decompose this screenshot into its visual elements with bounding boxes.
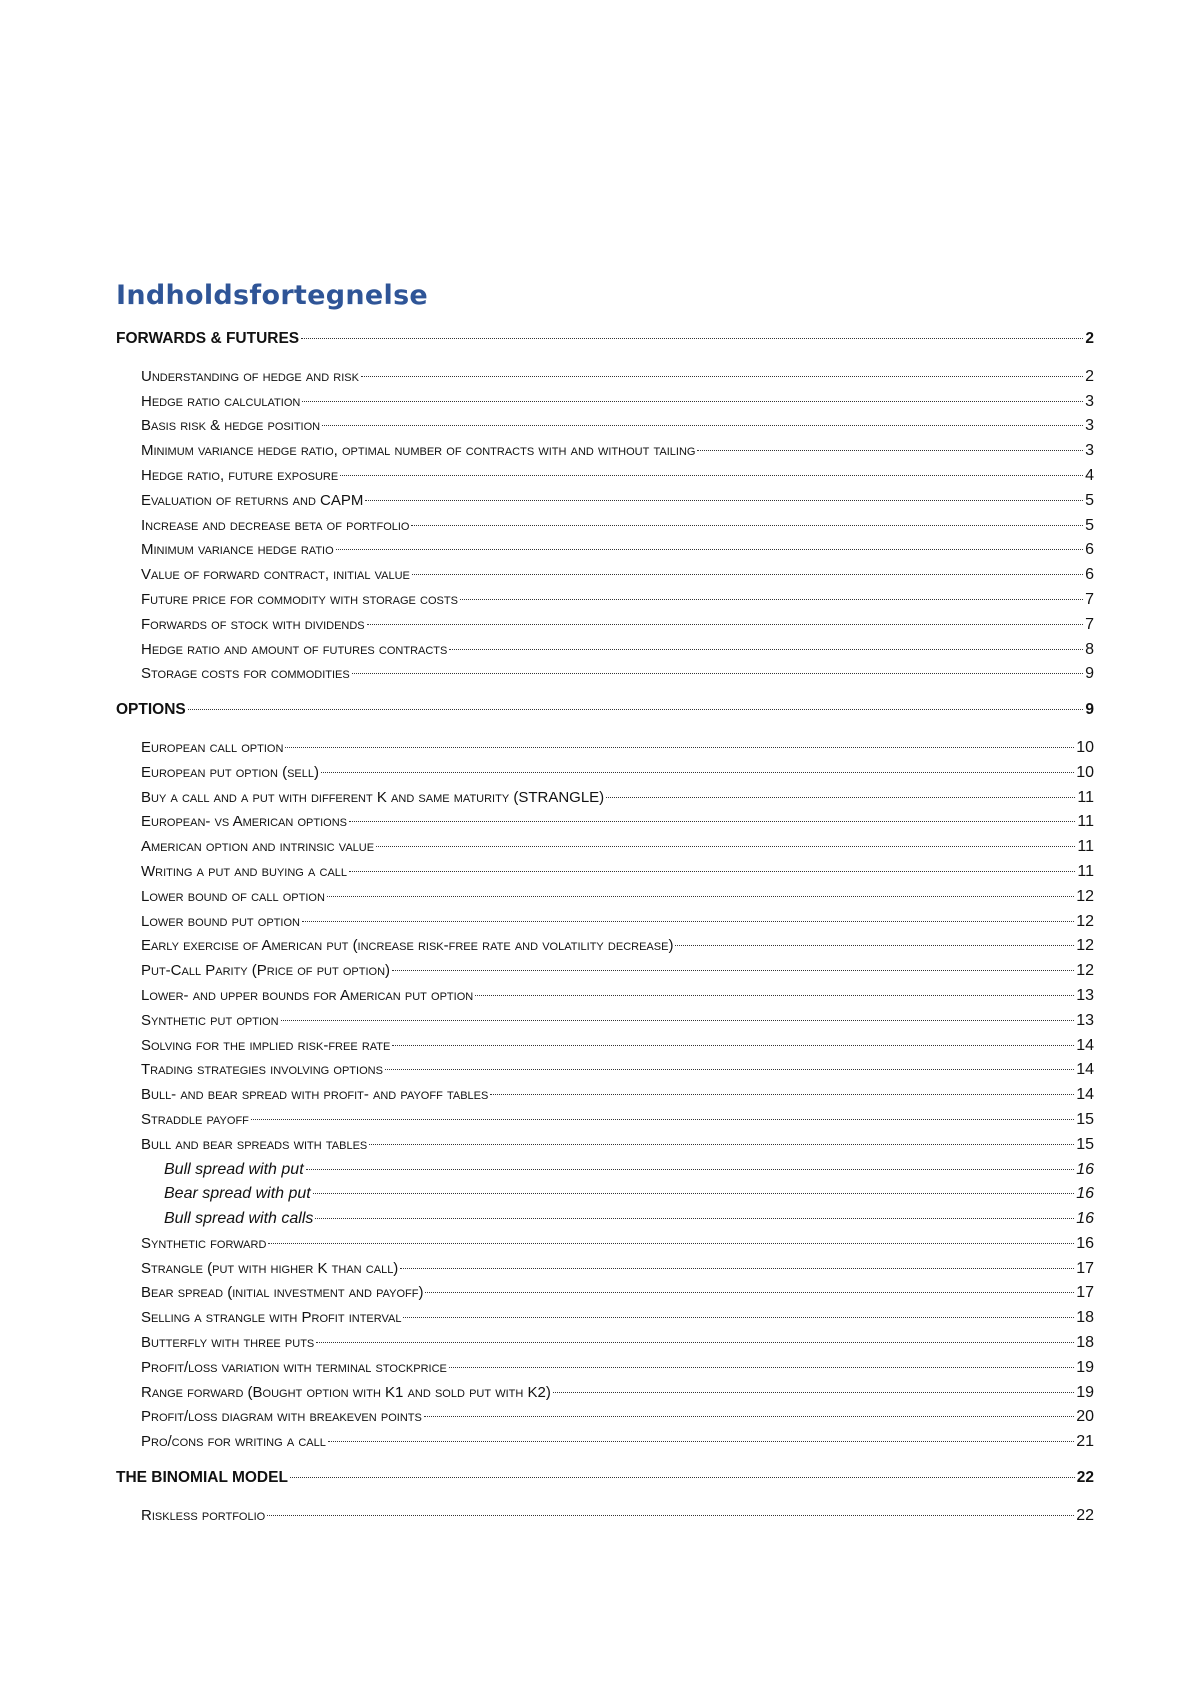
toc-entry-label: Hedge ratio, future exposure [141,466,339,484]
toc-title: Indholdsfortegnelse [116,280,429,311]
dot-leader [403,1317,1074,1318]
toc-entry-label: American option and intrinsic value [141,838,375,856]
toc-page-number: 5 [1085,516,1094,534]
toc-page-number: 2 [1085,330,1094,347]
dot-leader [376,846,1075,847]
dot-leader [411,525,1083,526]
toc-page-number: 11 [1077,862,1094,880]
toc-page-number: 9 [1085,701,1094,719]
toc-entry[interactable] [116,1433,1094,1458]
toc-page-number: 14 [1076,1036,1094,1054]
toc-entry-label: Buy a call and a put with different K and same maturity (STRANGLE) [141,788,605,806]
toc-page-number: 17 [1076,1284,1094,1302]
toc-entry[interactable] [116,1012,1094,1037]
dot-leader [385,1069,1074,1070]
toc-page-number: 15 [1076,1135,1094,1153]
toc-page-number: 7 [1085,590,1094,608]
toc-entry[interactable] [116,566,1094,591]
dot-leader [316,1342,1074,1343]
toc-subentry[interactable] [116,1161,1094,1186]
toc-page-number: 19 [1076,1383,1094,1401]
dot-leader [490,1094,1074,1095]
dot-leader [281,1020,1075,1021]
toc-page-number: 3 [1085,442,1094,460]
toc-entry[interactable] [116,813,1094,838]
toc-entry-label: Selling a strangle with Profit interval [141,1309,402,1327]
toc-page-number: 12 [1076,912,1094,930]
toc-entry[interactable] [116,492,1094,517]
toc-entry[interactable] [116,863,1094,888]
toc-entry-label: Early exercise of American put (increase risk-free rate and volatility decrease) [141,937,674,955]
dot-leader [449,649,1083,650]
toc-page-number: 16 [1076,1185,1094,1203]
dot-leader [285,747,1074,748]
toc-page-number: 14 [1076,1061,1094,1079]
toc-page-number: 16 [1076,1210,1094,1228]
toc-entry-label: Understanding of hedge and risk [141,367,359,385]
toc-page-number: 6 [1085,566,1094,584]
toc-entry-label: Put-Call Parity (Price of put option) [141,962,391,980]
toc-page-number: 19 [1076,1358,1094,1376]
toc-entries [116,330,1094,1532]
toc-entry-label: Writing a put and buying a call [141,862,348,880]
dot-leader [361,376,1083,377]
toc-entry-label: Basis risk & hedge position [141,417,321,435]
toc-entry[interactable] [116,1334,1094,1359]
dot-leader [425,1292,1074,1293]
dot-leader [369,1144,1074,1145]
toc-page-number: 12 [1076,937,1094,955]
toc-section-heading[interactable] [116,1469,1094,1494]
toc-section-title: FORWARDS & FUTURES [116,330,300,347]
toc-entry[interactable] [116,1359,1094,1384]
toc-entry-label: Lower bound put option [141,912,300,930]
toc-entry[interactable] [116,888,1094,913]
toc-entry[interactable] [116,1136,1094,1161]
toc-entry[interactable] [116,517,1094,542]
toc-section-title: OPTIONS [116,701,186,719]
toc-entry[interactable] [116,541,1094,566]
toc-page-number: 14 [1076,1086,1094,1104]
toc-entry[interactable] [116,591,1094,616]
toc-entry[interactable] [116,393,1094,418]
dot-leader [400,1268,1074,1269]
toc-page-number: 7 [1085,615,1094,633]
dot-leader [251,1119,1074,1120]
toc-page-number: 15 [1076,1110,1094,1128]
dot-leader [301,338,1083,339]
dot-leader [349,871,1075,872]
toc-entry-label: Bull spread with put [164,1160,304,1178]
dot-leader [365,500,1083,501]
dot-leader [188,709,1084,710]
toc-page-number: 13 [1076,986,1094,1004]
dot-leader [449,1367,1074,1368]
dot-leader [352,673,1083,674]
dot-leader [392,1045,1074,1046]
toc-entry-label: Straddle payoff [141,1110,249,1128]
toc-entry[interactable] [116,962,1094,987]
toc-entry-label: Bear spread with put [164,1185,311,1203]
toc-page-number: 22 [1076,1506,1094,1524]
toc-entry-label: Increase and decrease beta of portfolio [141,516,410,534]
dot-leader [328,1441,1074,1442]
toc-entry-label: Value of forward contract, initial value [141,566,410,584]
toc-page-number: 18 [1076,1334,1094,1352]
toc-entry[interactable] [116,1284,1094,1309]
dot-leader [340,475,1083,476]
toc-page-number: 11 [1077,813,1094,831]
toc-entry[interactable] [116,665,1094,690]
toc-page-number: 3 [1085,392,1094,410]
dot-leader [302,921,1074,922]
dot-leader [306,1169,1075,1170]
dot-leader [267,1515,1074,1516]
toc-page-number: 5 [1085,491,1094,509]
toc-entry[interactable] [116,1061,1094,1086]
dot-leader [392,970,1074,971]
toc-entry[interactable] [116,739,1094,764]
toc-entry-label: Bull spread with calls [164,1210,314,1228]
dot-leader [460,599,1083,600]
toc-page-number: 3 [1085,417,1094,435]
toc-page-number: 18 [1076,1309,1094,1327]
toc-entry[interactable] [116,417,1094,442]
toc-section-heading[interactable] [116,330,1094,355]
toc-entry[interactable] [116,1384,1094,1409]
toc-entry[interactable] [116,442,1094,467]
toc-entry[interactable] [116,641,1094,666]
dot-leader [349,821,1075,822]
toc-entry-label: Solving for the implied risk-free rate [141,1036,391,1054]
toc-entry-label: Riskless portfolio [141,1506,266,1524]
toc-page-number: 10 [1076,763,1094,781]
dot-leader [315,1218,1074,1219]
toc-page-number: 6 [1085,541,1094,559]
toc-entry-label: Bear spread (initial investment and payoff) [141,1284,424,1302]
dot-leader [697,450,1083,451]
toc-entry-label: Hedge ratio and amount of futures contracts [141,640,448,658]
dot-leader [606,797,1075,798]
toc-page-number: 20 [1076,1408,1094,1426]
toc-entry-label: Synthetic forward [141,1234,267,1252]
toc-entry[interactable] [116,764,1094,789]
toc-entry-label: Storage costs for commodities [141,665,350,683]
dot-leader [424,1416,1074,1417]
toc-page-number: 12 [1076,887,1094,905]
toc-page-number: 16 [1076,1160,1094,1178]
toc-entry-label: European put option (sell) [141,763,319,781]
toc-page-number: 13 [1076,1011,1094,1029]
toc-entry-label: European- vs American options [141,813,347,831]
toc-entry-label: Range forward (Bought option with K1 and sold put with K2) [141,1383,551,1401]
dot-leader [313,1193,1074,1194]
dot-leader [290,1477,1075,1478]
toc-entry[interactable] [116,1507,1094,1532]
toc-entry-label: Minimum variance hedge ratio, optimal number of contracts with and without tailing [141,442,696,460]
toc-entry[interactable] [116,1086,1094,1111]
toc-entry[interactable] [116,1260,1094,1285]
toc-entry-label: Profit/loss variation with terminal stockprice [141,1358,447,1376]
dot-leader [327,896,1074,897]
dot-leader [336,549,1083,550]
toc-entry-label: Evaluation of returns and CAPM [141,491,364,509]
toc-page-number: 8 [1085,640,1094,658]
toc-entry[interactable] [116,1037,1094,1062]
toc-entry[interactable] [116,368,1094,393]
toc-entry-label: Forwards of stock with dividends [141,615,365,633]
toc-entry-label: Strangle (put with higher K than call) [141,1259,399,1277]
toc-entry[interactable] [116,616,1094,641]
toc-entry-label: Bull- and bear spread with profit- and payoff tables [141,1086,489,1104]
toc-entry-label: Lower- and upper bounds for American put option [141,986,474,1004]
dot-leader [475,995,1074,996]
toc-entry-label: Hedge ratio calculation [141,392,301,410]
toc-page-number: 16 [1076,1234,1094,1252]
toc-entry-label: Pro/cons for writing a call [141,1433,326,1451]
toc-entry-label: Future price for commodity with storage costs [141,590,458,608]
toc-section-title: THE BINOMIAL MODEL [116,1469,288,1487]
toc-entry[interactable] [116,1111,1094,1136]
toc-subentry[interactable] [116,1210,1094,1235]
toc-page-number: 11 [1077,788,1094,806]
toc-entry-label: European call option [141,738,284,756]
toc-entry[interactable] [116,937,1094,962]
toc-page-number: 2 [1085,367,1094,385]
toc-entry-label: Butterfly with three puts [141,1334,315,1352]
toc-page-number: 21 [1076,1433,1094,1451]
toc-entry-label: Profit/loss diagram with breakeven points [141,1408,422,1426]
dot-leader [675,945,1074,946]
dot-leader [302,401,1083,402]
toc-page-number: 17 [1076,1259,1094,1277]
dot-leader [321,772,1074,773]
toc-entry-label: Minimum variance hedge ratio [141,541,334,559]
toc-entry[interactable] [116,1408,1094,1433]
toc-entry[interactable] [116,838,1094,863]
dot-leader [412,574,1083,575]
toc-entry-label: Lower bound of call option [141,887,325,905]
toc-entry[interactable] [116,1309,1094,1334]
dot-leader [553,1392,1074,1393]
toc-page-number: 11 [1077,838,1094,856]
dot-leader [322,425,1083,426]
toc-entry[interactable] [116,1235,1094,1260]
toc-entry-label: Bull and bear spreads with tables [141,1135,368,1153]
toc-section-heading[interactable] [116,701,1094,726]
toc-subentry[interactable] [116,1185,1094,1210]
toc-entry[interactable] [116,987,1094,1012]
toc-entry-label: Synthetic put option [141,1011,279,1029]
toc-page-number: 12 [1076,962,1094,980]
toc-entry-label: Trading strategies involving options [141,1061,383,1079]
dot-leader [367,624,1083,625]
dot-leader [268,1243,1074,1244]
toc-entry[interactable] [116,789,1094,814]
toc-page-number: 4 [1085,466,1094,484]
toc-page-number: 22 [1076,1469,1094,1487]
toc-entry[interactable] [116,467,1094,492]
toc-entry[interactable] [116,913,1094,938]
toc-page-number: 9 [1085,665,1094,683]
toc-page-number: 10 [1076,738,1094,756]
